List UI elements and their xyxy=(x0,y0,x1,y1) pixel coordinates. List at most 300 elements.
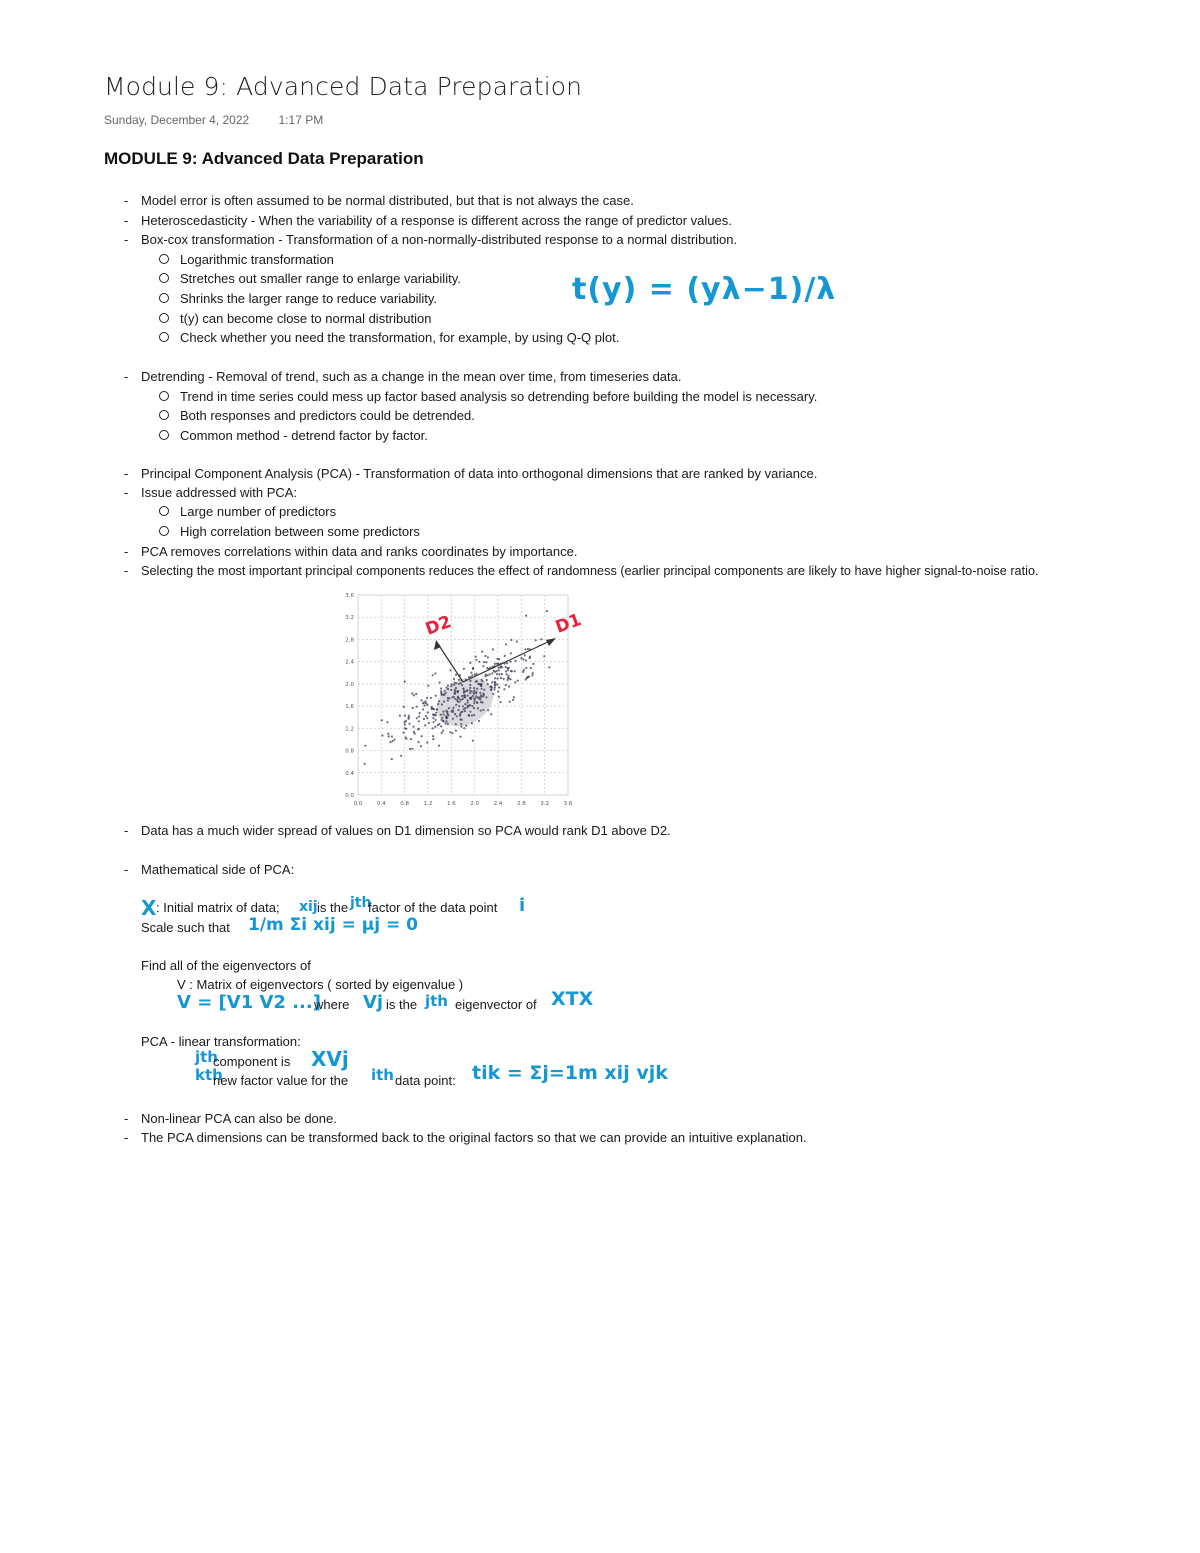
scatter-point xyxy=(525,667,527,669)
scatter-point xyxy=(469,684,471,686)
scatter-point xyxy=(399,715,401,717)
scatter-point xyxy=(405,738,407,740)
scatter-point xyxy=(501,673,503,675)
scatter-point xyxy=(448,697,450,699)
scatter-point xyxy=(514,681,516,683)
scatter-point xyxy=(515,660,517,662)
scatter-point xyxy=(487,656,489,658)
d1-label: D1 xyxy=(552,610,585,638)
scatter-point xyxy=(435,719,437,721)
ink-kth: kth xyxy=(195,1066,223,1084)
sub-bullet-item: Trend in time series could mess up factor based analysis so detrending before building the model is necessary. xyxy=(159,389,817,405)
scatter-point xyxy=(453,684,455,686)
x-tick-label: 1.6 xyxy=(446,801,456,807)
scatter-point xyxy=(442,730,444,732)
math-line5b: is the xyxy=(386,997,418,1012)
scatter-point xyxy=(420,699,422,701)
scatter-point xyxy=(465,725,467,727)
scatter-point xyxy=(546,610,548,612)
scatter-point xyxy=(469,704,471,706)
scatter-point xyxy=(468,714,470,716)
scatter-point xyxy=(469,680,471,682)
sub-bullet-item: High correlation between some predictors xyxy=(159,524,420,540)
scatter-point xyxy=(455,687,457,689)
scatter-point xyxy=(487,683,489,685)
scatter-point xyxy=(458,705,460,707)
scatter-point xyxy=(435,712,437,714)
scatter-point xyxy=(457,709,459,711)
scatter-point xyxy=(427,685,429,687)
scatter-point xyxy=(503,688,505,690)
scatter-point xyxy=(478,698,480,700)
scatter-point xyxy=(404,724,406,726)
sub-bullet-item: Common method - detrend factor by factor. xyxy=(159,428,428,444)
scatter-point xyxy=(416,717,418,719)
scatter-point xyxy=(494,677,496,679)
scatter-point xyxy=(463,727,465,729)
boxcox-formula-handwritten: t(y) = (yλ−1)/λ xyxy=(572,272,837,307)
bullet-item: - Data has a much wider spread of values on D1 dimension so PCA would rank D1 above D2. xyxy=(124,823,671,838)
scatter-point xyxy=(403,706,405,708)
scatter-point xyxy=(532,672,534,674)
scatter-point xyxy=(463,696,465,698)
scatter-point xyxy=(442,711,444,713)
scatter-point xyxy=(467,695,469,697)
scatter-point xyxy=(364,745,366,747)
scatter-point xyxy=(426,704,428,706)
scatter-point xyxy=(509,701,511,703)
scatter-point xyxy=(408,715,410,717)
scatter-point xyxy=(478,661,480,663)
scatter-point xyxy=(471,705,473,707)
scatter-point xyxy=(393,739,395,741)
scatter-point xyxy=(513,696,515,698)
scatter-point xyxy=(437,703,439,705)
scatter-point xyxy=(452,707,454,709)
ink-v-matrix: V = [V1 V2 ...] xyxy=(177,992,321,1013)
scatter-point xyxy=(535,639,537,641)
scatter-point xyxy=(450,685,452,687)
scatter-point xyxy=(507,669,509,671)
scatter-point xyxy=(441,732,443,734)
scatter-point xyxy=(432,727,434,729)
scatter-point xyxy=(453,696,455,698)
ink-jth: jth xyxy=(350,895,372,911)
scatter-point xyxy=(432,735,434,737)
scatter-point xyxy=(507,679,509,681)
scatter-point xyxy=(364,763,366,765)
scatter-point xyxy=(432,717,434,719)
bullet-item: - Mathematical side of PCA: xyxy=(124,862,295,877)
ink-xvj: XVj xyxy=(311,1047,349,1071)
scatter-point xyxy=(440,725,442,727)
math-line6: PCA - linear transformation: xyxy=(141,1034,301,1049)
scatter-point xyxy=(480,701,482,703)
scatter-point xyxy=(411,692,413,694)
scatter-point xyxy=(469,692,471,694)
bullet-item: - Box-cox transformation - Transformation of a non-normally-distributed response to a normal distribution. xyxy=(124,232,738,247)
scatter-point xyxy=(504,655,506,657)
scatter-point xyxy=(529,656,531,658)
x-tick-label: 2.0 xyxy=(470,801,480,807)
scatter-point xyxy=(388,735,390,737)
scatter-point xyxy=(447,688,449,690)
scatter-point xyxy=(469,687,471,689)
scatter-point xyxy=(491,681,493,683)
scatter-point xyxy=(471,714,473,716)
scatter-point xyxy=(412,707,414,709)
x-tick-label: 3.2 xyxy=(540,801,550,807)
ink-x: X xyxy=(141,896,157,920)
scatter-point xyxy=(490,688,492,690)
math-line1a: : Initial matrix of data; xyxy=(156,900,280,915)
scatter-point xyxy=(474,697,476,699)
scatter-point xyxy=(540,638,542,640)
scatter-point xyxy=(466,690,468,692)
scatter-point xyxy=(487,709,489,711)
scatter-point xyxy=(460,723,462,725)
scatter-point xyxy=(496,677,498,679)
scatter-point xyxy=(413,694,415,696)
scatter-point xyxy=(517,680,519,682)
scatter-point xyxy=(458,701,460,703)
scatter-point xyxy=(505,666,507,668)
scatter-point xyxy=(456,699,458,701)
scatter-point xyxy=(530,667,532,669)
scatter-point xyxy=(500,666,502,668)
scatter-point xyxy=(439,681,441,683)
scatter-point xyxy=(424,724,426,726)
scatter-point xyxy=(461,684,463,686)
math-line5a: where xyxy=(314,997,350,1012)
scatter-point xyxy=(391,735,393,737)
scatter-point xyxy=(404,714,406,716)
scatter-point xyxy=(456,715,458,717)
scatter-point xyxy=(426,741,428,743)
scatter-point xyxy=(430,697,432,699)
scatter-point xyxy=(460,726,462,728)
scatter-point xyxy=(400,755,402,757)
scatter-point xyxy=(425,700,427,702)
scatter-point xyxy=(455,674,457,676)
scatter-point xyxy=(408,723,410,725)
scatter-point xyxy=(472,668,474,670)
scatter-point xyxy=(455,723,457,725)
scatter-point xyxy=(434,726,436,728)
scatter-point xyxy=(391,740,393,742)
sub-bullet-item: t(y) can become close to normal distribution xyxy=(159,311,431,327)
scatter-point xyxy=(524,654,526,656)
scatter-point xyxy=(470,698,472,700)
scatter-point xyxy=(473,690,475,692)
scatter-point xyxy=(452,711,454,713)
scatter-point xyxy=(476,702,478,704)
scatter-point xyxy=(387,733,389,735)
scatter-point xyxy=(498,667,500,669)
scatter-point xyxy=(524,648,526,650)
scatter-point xyxy=(422,708,424,710)
scatter-point xyxy=(423,718,425,720)
ink-jth-2: jth xyxy=(425,992,448,1010)
scatter-point xyxy=(471,674,473,676)
scatter-point xyxy=(454,693,456,695)
scatter-point xyxy=(489,686,491,688)
scatter-point xyxy=(522,658,524,660)
scatter-point xyxy=(492,648,494,650)
scatter-point xyxy=(418,728,420,730)
bullet-item: - Heteroscedasticity - When the variability of a response is different across the range of predictor values. xyxy=(124,213,732,228)
scatter-point xyxy=(418,715,420,717)
scatter-point xyxy=(457,696,459,698)
scatter-point xyxy=(472,740,474,742)
scatter-point xyxy=(532,663,534,665)
scatter-point xyxy=(454,689,456,691)
scatter-point xyxy=(446,717,448,719)
scatter-point xyxy=(402,732,404,734)
scatter-point xyxy=(481,651,483,653)
scatter-point xyxy=(426,697,428,699)
scatter-point xyxy=(411,748,413,750)
scatter-point xyxy=(452,718,454,720)
bullet-item: - Non-linear PCA can also be done. xyxy=(124,1111,337,1126)
scatter-point xyxy=(418,720,420,722)
scatter-point xyxy=(477,696,479,698)
scatter-point xyxy=(470,672,472,674)
y-tick-label: 2.0 xyxy=(345,681,354,688)
page-time: 1:17 PM xyxy=(278,113,324,127)
y-tick-label: 2.8 xyxy=(345,637,354,644)
scatter-point xyxy=(531,674,533,676)
scatter-point xyxy=(453,678,455,680)
scatter-point xyxy=(473,714,475,716)
scatter-point xyxy=(493,688,495,690)
scatter-point xyxy=(482,695,484,697)
math-line1c: factor of the data point xyxy=(368,900,498,915)
scatter-point xyxy=(443,694,445,696)
scatter-point xyxy=(498,658,500,660)
d2-label: D2 xyxy=(422,612,455,640)
scatter-point xyxy=(486,679,488,681)
scatter-point xyxy=(447,685,449,687)
scatter-point xyxy=(451,732,453,734)
scatter-point xyxy=(420,745,422,747)
bullet-item: - Model error is often assumed to be normal distributed, but that is not always the case. xyxy=(124,193,634,208)
x-tick-label: 2.4 xyxy=(493,801,503,807)
scatter-point xyxy=(484,655,486,657)
scatter-point xyxy=(482,709,484,711)
scatter-point xyxy=(512,699,514,701)
scatter-point xyxy=(404,681,406,683)
sub-bullet-item: Large number of predictors xyxy=(159,504,336,520)
bullet-item: - Issue addressed with PCA: xyxy=(124,485,298,500)
scatter-point xyxy=(543,655,545,657)
scatter-point xyxy=(454,713,456,715)
scatter-point xyxy=(469,662,471,664)
sub-bullet-item: Shrinks the larger range to reduce variability. xyxy=(159,291,437,307)
scatter-point xyxy=(525,678,527,680)
scatter-point xyxy=(459,715,461,717)
scatter-point xyxy=(487,674,489,676)
scatter-point xyxy=(410,738,412,740)
scatter-point xyxy=(444,690,446,692)
scatter-point xyxy=(481,688,483,690)
scatter-point xyxy=(506,673,508,675)
scatter-point xyxy=(525,615,527,617)
scatter-point xyxy=(500,701,502,703)
scatter-point xyxy=(473,700,475,702)
scatter-point xyxy=(507,677,509,679)
scatter-point xyxy=(473,687,475,689)
math-line4: V : Matrix of eigenvectors ( sorted by eigenvalue ) xyxy=(177,977,464,992)
scatter-point xyxy=(460,699,462,701)
scatter-point xyxy=(494,663,496,665)
math-line5c: eigenvector of xyxy=(455,997,537,1012)
scatter-point xyxy=(475,692,477,694)
scatter-point xyxy=(498,686,500,688)
scatter-point xyxy=(433,721,435,723)
scatter-point xyxy=(475,656,477,658)
scatter-point xyxy=(475,659,477,661)
scatter-point xyxy=(436,708,438,710)
scatter-point xyxy=(440,687,442,689)
scatter-point xyxy=(496,670,498,672)
scatter-point xyxy=(489,673,491,675)
scatter-point xyxy=(497,662,499,664)
scatter-point xyxy=(448,707,450,709)
scatter-point xyxy=(481,680,483,682)
scatter-point xyxy=(490,713,492,715)
ink-ith: ith xyxy=(371,1066,394,1084)
scatter-point xyxy=(441,703,443,705)
scatter-point xyxy=(418,741,420,743)
scatter-point xyxy=(446,710,448,712)
scatter-point xyxy=(511,670,513,672)
scatter-point xyxy=(449,669,451,671)
ink-jth-3: jth xyxy=(195,1048,218,1066)
page-title: Module 9: Advanced Data Preparation xyxy=(104,72,583,101)
scatter-point xyxy=(454,698,456,700)
math-line3: Find all of the eigenvectors of xyxy=(141,958,311,973)
scatter-point xyxy=(496,673,498,675)
bullet-item: - PCA removes correlations within data and ranks coordinates by importance. xyxy=(124,544,578,559)
scatter-point xyxy=(415,693,417,695)
math-line7: component is xyxy=(213,1054,291,1069)
scatter-point xyxy=(450,689,452,691)
pca-scatter-figure xyxy=(330,585,585,815)
scatter-point xyxy=(454,682,456,684)
scatter-point xyxy=(477,683,479,685)
scatter-point xyxy=(483,661,485,663)
scatter-point xyxy=(441,717,443,719)
scatter-point xyxy=(476,688,478,690)
ink-vj: Vj xyxy=(363,992,384,1013)
scatter-point xyxy=(432,738,434,740)
ink-tik: tik = Σj=1m xij vjk xyxy=(472,1062,668,1084)
scatter-point xyxy=(467,701,469,703)
scatter-point xyxy=(483,689,485,691)
x-tick-label: 0.8 xyxy=(400,801,410,807)
scatter-point xyxy=(449,731,451,733)
scatter-point xyxy=(508,675,510,677)
y-tick-label: 0.8 xyxy=(345,748,354,755)
scatter-point xyxy=(527,648,529,650)
scatter-point xyxy=(432,674,434,676)
scatter-point xyxy=(477,707,479,709)
pca-scatter-svg xyxy=(330,585,585,815)
y-tick-label: 3.2 xyxy=(345,615,354,622)
scatter-point xyxy=(498,696,500,698)
scatter-point xyxy=(440,714,442,716)
scatter-point xyxy=(458,697,460,699)
scatter-point xyxy=(447,699,449,701)
scatter-point xyxy=(486,667,488,669)
scatter-point xyxy=(506,662,508,664)
scatter-point xyxy=(497,690,499,692)
scatter-point xyxy=(381,719,383,721)
scatter-point xyxy=(471,722,473,724)
sub-bullet-item: Stretches out smaller range to enlarge variability. xyxy=(159,271,461,287)
section-heading: MODULE 9: Advanced Data Preparation xyxy=(104,149,424,168)
scatter-point xyxy=(484,675,486,677)
bullet-item: - Selecting the most important principal components reduces the effect of randomness (earlier principal components are likely to have higher signal-to-noise ratio. xyxy=(124,564,1039,578)
scatter-point xyxy=(462,688,464,690)
y-tick-label: 2.4 xyxy=(345,659,354,666)
scatter-point xyxy=(445,722,447,724)
scatter-point xyxy=(459,736,461,738)
scatter-point xyxy=(416,706,418,708)
scatter-point xyxy=(386,721,388,723)
scatter-point xyxy=(441,719,443,721)
y-tick-label: 0.0 xyxy=(345,793,354,799)
scatter-point xyxy=(473,702,475,704)
scatter-point xyxy=(424,705,426,707)
scatter-point xyxy=(391,758,393,760)
x-tick-label: 0.4 xyxy=(376,801,386,807)
scatter-point xyxy=(447,723,449,725)
math-line1b: is the xyxy=(317,900,349,915)
scatter-point xyxy=(467,705,469,707)
scatter-point xyxy=(389,741,391,743)
scatter-point xyxy=(472,695,474,697)
bullet-item: - Principal Component Analysis (PCA) - Transformation of data into orthogonal dimensions that are ranked by variance. xyxy=(124,466,818,481)
scatter-point xyxy=(480,683,482,685)
scatter-point xyxy=(525,659,527,661)
scatter-point xyxy=(467,699,469,701)
scatter-point xyxy=(443,713,445,715)
scatter-point xyxy=(494,681,496,683)
x-tick-label: 3.6 xyxy=(563,801,573,807)
scatter-point xyxy=(434,672,436,674)
scatter-point xyxy=(491,672,493,674)
scatter-point xyxy=(458,683,460,685)
scatter-point xyxy=(476,680,478,682)
scatter-point xyxy=(493,670,495,672)
scatter-point xyxy=(548,666,550,668)
scatter-point xyxy=(510,652,512,654)
scatter-point xyxy=(498,669,500,671)
scatter-point xyxy=(464,710,466,712)
scatter-point xyxy=(500,677,502,679)
scatter-point xyxy=(438,700,440,702)
scatter-point xyxy=(440,692,442,694)
sub-bullet-item: Both responses and predictors could be detrended. xyxy=(159,408,475,424)
scatter-point xyxy=(508,667,510,669)
scatter-point xyxy=(494,684,496,686)
ink-xij: xij xyxy=(299,899,318,915)
scatter-point xyxy=(463,668,465,670)
scatter-point xyxy=(457,690,459,692)
scatter-point xyxy=(464,691,466,693)
